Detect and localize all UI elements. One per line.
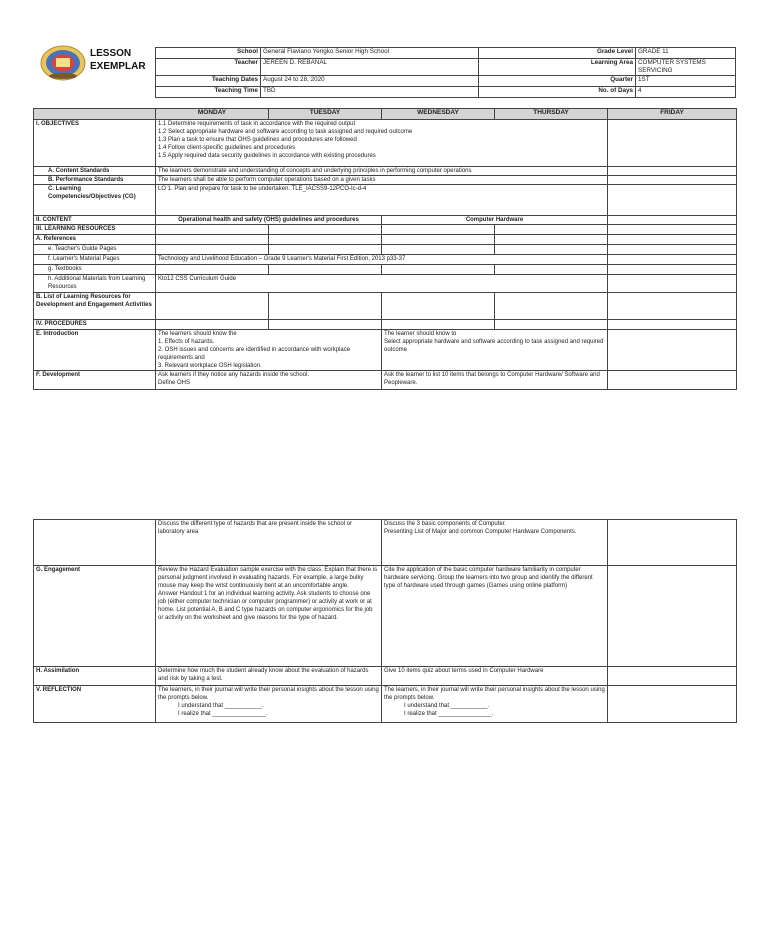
lesson-plan-table: [33, 108, 737, 390]
quarter-value: 1ST: [636, 76, 736, 87]
lesson-plan-table-continued: [33, 519, 737, 723]
assimilation-wednesday: Give 10 items quiz about terms used in Computer Hardware: [382, 667, 608, 686]
performance-standards-text: The learners shall be able to perform computer operations based on a given tasks: [156, 176, 608, 185]
competencies-friday: [608, 185, 737, 216]
performance-standards-friday: [608, 176, 737, 185]
performance-standards-label: B. Performance Standards: [34, 176, 156, 185]
textbooks-label: g. Textbooks: [34, 265, 156, 275]
reflection-intro: The learners, in their journal will write their personal insights about the lesson using the prompts below.: [384, 687, 605, 701]
procedures-label: IV. PROCEDURES: [34, 320, 156, 330]
objectives-friday: [608, 120, 737, 167]
objectives-label: I. OBJECTIVES: [34, 120, 156, 167]
grade-level-value: GRADE 11: [636, 48, 736, 59]
development-continued-label: [34, 520, 156, 566]
school-value: General Flaviano Yengko Senior High School: [261, 48, 479, 59]
competencies-label: C. Learning Competencies/Objectives (CG): [34, 185, 156, 216]
teacher-value: JEREEN D. REBANAL: [261, 59, 479, 76]
development-monday-continued: Discuss the different type of hazards that are present inside the school or laboratory area: [156, 520, 382, 566]
introduction-wednesday: The learner should know to Select appropriate hardware and software according to task assigned and required outcome: [382, 330, 608, 371]
reflection-wednesday: [382, 686, 608, 723]
teaching-dates-label: Teaching Dates: [156, 76, 261, 87]
day-monday: MONDAY: [156, 109, 269, 120]
day-wednesday: WEDNESDAY: [382, 109, 495, 120]
content-standards-label: A. Content Standards: [34, 167, 156, 176]
development-label: F. Development: [34, 371, 156, 390]
engagement-label: G. Engagement: [34, 566, 156, 667]
teacher-label: Teacher: [156, 59, 261, 76]
learners-material-text: Technology and Livelihood Education – Grade 9 Learner's Material First Edition, 2013 p33-37: [156, 255, 608, 265]
content-wed-thu: Computer Hardware: [382, 216, 608, 225]
engagement-wednesday: Cite the application of the basic computer hardware familiarity in computer hardware servicing. Group the learners into two group and identify the different type of hardware used through games (Games using online platform): [382, 566, 608, 667]
learners-material-label: f. Learner's Material Pages: [34, 255, 156, 265]
reflection-monday: [156, 686, 382, 723]
reflection-prompt-realize: I realize that ________________.: [404, 711, 494, 717]
reflection-prompt-understand: I understand that ___________.: [178, 703, 264, 709]
day-friday: FRIDAY: [608, 109, 737, 120]
teaching-time-label: Teaching Time: [156, 87, 261, 98]
school-seal-logo: [38, 44, 88, 82]
content-label: II. CONTENT: [34, 216, 156, 225]
content-standards-friday: [608, 167, 737, 176]
learning-resources-label: III. LEARNING RESOURCES: [34, 225, 156, 235]
teaching-dates-value: August 24 to 28, 2020: [261, 76, 479, 87]
lesson-exemplar-title: [90, 47, 154, 73]
content-friday: [608, 216, 737, 225]
teachers-guide-label: e. Teacher's Guide Pages: [34, 245, 156, 255]
additional-materials-label: h. Additional Materials from Learning Resources: [34, 275, 156, 293]
title-line-1: LESSON: [90, 48, 132, 59]
objectives-text: 1.1 Determine requirements of task in accordance with the required output 1.2 Select appropriate hardware and software according to task assigned and required outcome 1.3 Plan a task to ensure that OHS guidelines and procedures are followed 1.4 Follow client-specific guidelines and procedures 1.5 Apply required data security guidelines in accordance with existing procedures: [156, 120, 608, 167]
teaching-time-value: TBD: [261, 87, 479, 98]
learning-area-value: COMPUTER SYSTEMS SERVICING: [636, 59, 736, 76]
reflection-intro: The learners, in their journal will write their personal insights about the lesson using the prompts below.: [158, 687, 379, 701]
days-value: 4: [636, 87, 736, 98]
day-tuesday: TUESDAY: [269, 109, 382, 120]
grade-level-label: Grade Level: [479, 48, 636, 59]
competencies-text: LO 1. Plan and prepare for task to be undertaken. TLE_IACSS9-12PCO-Ic-d-4: [156, 185, 608, 216]
content-standards-text: The learners demonstrate and understanding of concepts and underlying principles in performing computer operations: [156, 167, 608, 176]
reflection-label: V. REFLECTION: [34, 686, 156, 723]
title-line-2: EXEMPLAR: [90, 61, 146, 72]
reflection-prompt-understand: I understand that ___________.: [404, 703, 490, 709]
content-mon-tue: Operational health and safety (OHS) guidelines and procedures: [156, 216, 382, 225]
reflection-prompt-realize: I realize that ________________.: [178, 711, 268, 717]
development-wednesday-continued: Discuss the 3 basic components of Computer. Presenting List of Major and common Computer Hardware Components.: [382, 520, 608, 566]
learning-area-label: Learning Area: [479, 59, 636, 76]
assimilation-monday: Determine how much the student already know about the evaluation of hazards and risk by taking a test.: [156, 667, 382, 686]
additional-materials-text: Kto12 CSS Curriculum Guide: [156, 275, 608, 293]
references-label: A. References: [34, 235, 156, 245]
days-label: No. of Days: [479, 87, 636, 98]
day-thursday: THURSDAY: [495, 109, 608, 120]
introduction-label: E. Introduction: [34, 330, 156, 371]
engagement-monday: Review the Hazard Evaluation sample exercise with the class. Explain that there is personal judgment involved in evaluating hazards. For example, a large bulky mouse may keep the wrist continuously bent at an uncomfortable angle. Answer Handout 1 for an individual learning activity. Ask students to choose one job (either computer technician or computer programmer) or activity at work or at home. List potential A, B and C type hazards on computer ergonomics for the job or activity on the worksheet and give reasons for the type of hazard.: [156, 566, 382, 667]
development-monday: Ask learners if they notice any hazards inside the school. Define OHS: [156, 371, 382, 390]
header-info-table: [155, 47, 736, 98]
list-of-resources-label: B. List of Learning Resources for Development and Engagement Activities: [34, 293, 156, 320]
blank-header-cell: [34, 109, 156, 120]
school-label: School: [156, 48, 261, 59]
assimilation-label: H. Assimilation: [34, 667, 156, 686]
quarter-label: Quarter: [479, 76, 636, 87]
development-wednesday: Ask the learner to list 10 items that belongs to Computer Hardware/ Software and Peopleware.: [382, 371, 608, 390]
introduction-monday: The learners should know the 1. Effects of hazards. 2. OSH issues and concerns are identified in accordance with workplace requirements and 3. Relevant workplace OSH legislation.: [156, 330, 382, 371]
